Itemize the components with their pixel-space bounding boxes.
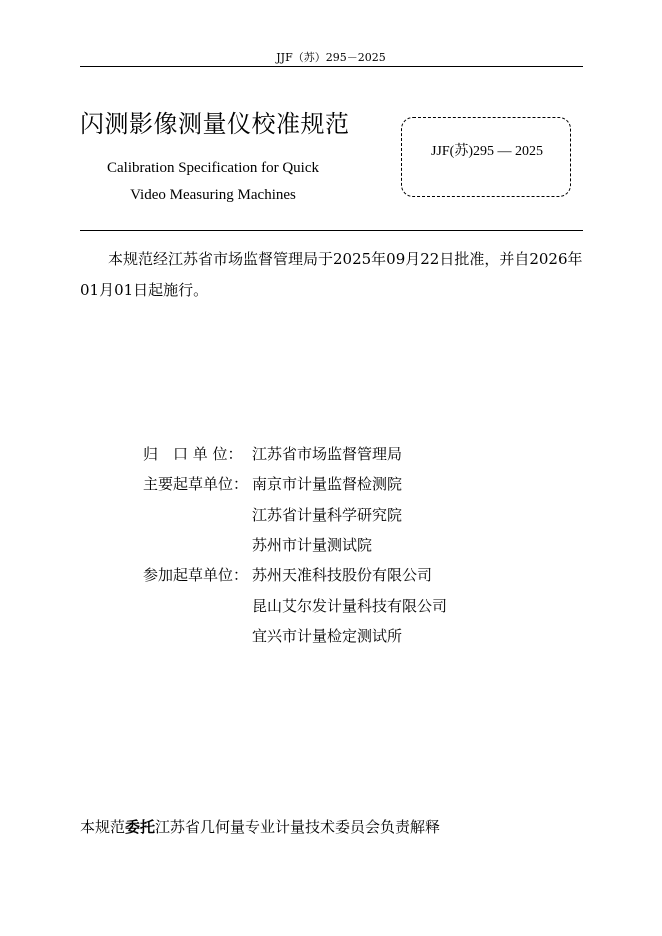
specification-code: JJF(苏)295 — 2025 (430, 144, 543, 159)
interpretation-prefix: 本规范 (80, 818, 126, 836)
title-rule (80, 230, 583, 231)
running-header-code: JJF（苏）295－2025 (276, 51, 386, 64)
interpretation-statement (80, 816, 440, 837)
approval-statement-line1: 本规范经江苏省市场监督管理局于2025年09月22日批准，并自2026年 (108, 250, 583, 268)
responsible-unit-value: 江苏省市场监督管理局 (252, 445, 403, 463)
approval-statement-line2: 01月01日起施行。 (80, 281, 209, 299)
document-title-english-line1: Calibration Specification for Quick (106, 160, 320, 176)
document-title-chinese: 闪测影像测量仪校准规范 (80, 110, 350, 138)
responsible-unit-label: 归 口 单 位： (143, 445, 243, 463)
participating-unit-label: 参加起草单位： (143, 566, 249, 584)
document-title-english-line2: Video Measuring Machines (130, 187, 296, 203)
participating-unit: 苏州天准科技股份有限公司 (252, 566, 433, 584)
interpretation-emphasis: 委托 (125, 818, 156, 836)
main-drafting-unit: 南京市计量监督检测院 (252, 475, 403, 493)
header-rule (80, 66, 583, 67)
main-drafting-unit: 江苏省计量科学研究院 (252, 506, 403, 524)
participating-unit: 昆山艾尔发计量科技有限公司 (252, 597, 448, 615)
main-drafting-unit-label: 主要起草单位： (143, 475, 249, 493)
interpretation-suffix: 江苏省几何量专业计量技术委员会负责解释 (155, 818, 441, 836)
specification-code-box (401, 117, 571, 197)
participating-unit: 宜兴市计量检定测试所 (252, 627, 403, 645)
main-drafting-unit: 苏州市计量测试院 (252, 536, 373, 554)
